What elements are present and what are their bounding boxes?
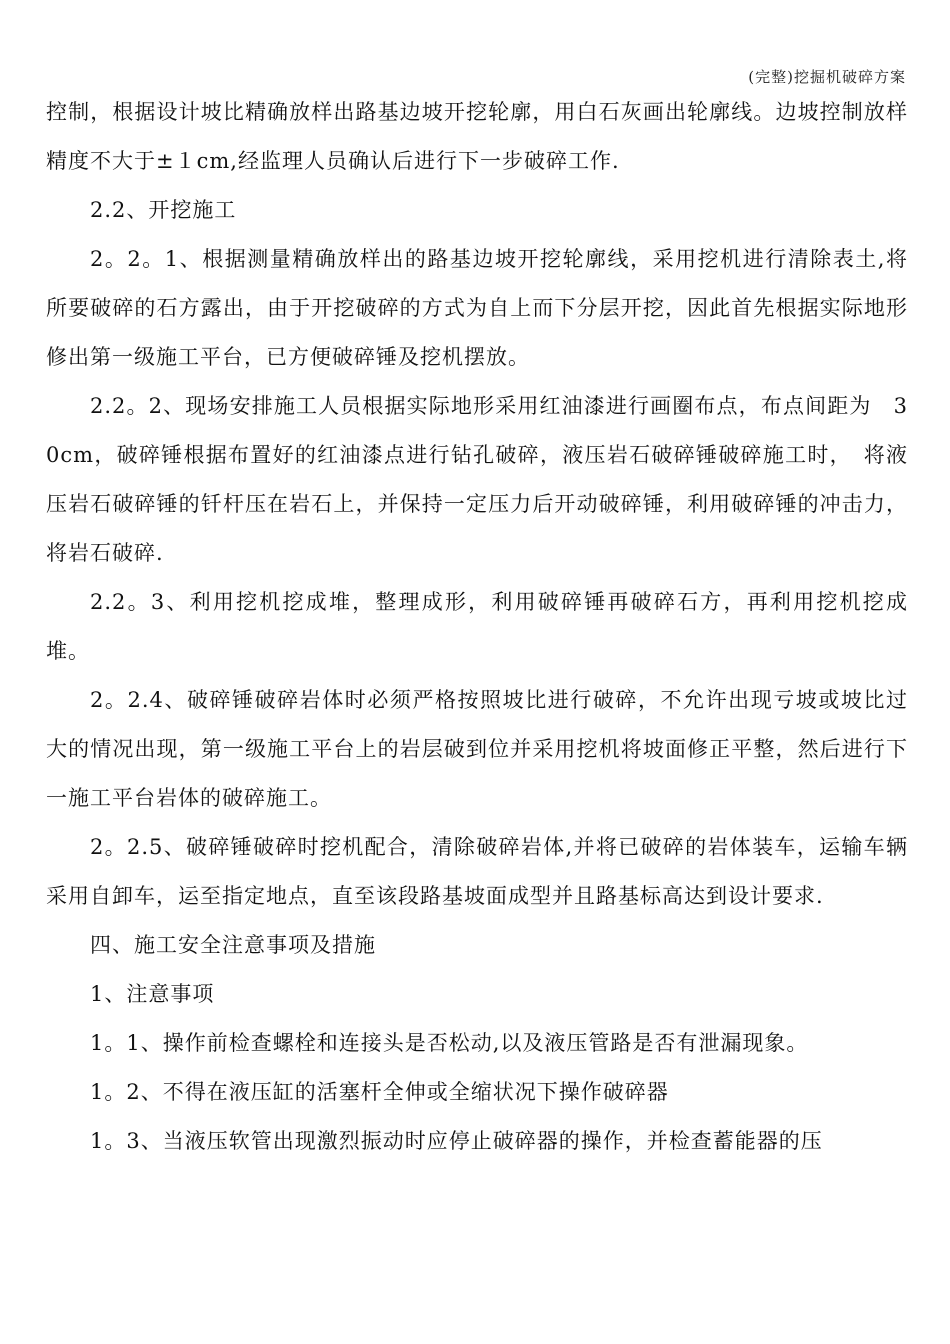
document-body xyxy=(46,88,908,1166)
paragraph-1: 控制，根据设计坡比精确放样出路基边坡开挖轮廓，用白石灰画出轮廓线。边坡控制放样精度不大于±１cm,经监理人员确认后进行下一步破碎工作. xyxy=(46,100,908,173)
section-heading-4: 四、施工安全注意事项及措施 xyxy=(90,933,376,957)
paragraph-1-3: 1。3、当液压软管出现激烈振动时应停止破碎器的操作，并检查蓄能器的压 xyxy=(90,1129,823,1153)
section-heading-2-2: 2.2、开挖施工 xyxy=(90,198,237,222)
paragraph-2-2-4: 2。2.4、破碎锤破碎岩体时必须严格按照坡比进行破碎，不允许出现亏坡或坡比过大的情况出现，第一级施工平台上的岩层破到位并采用挖机将坡面修正平整，然后进行下一施工平台岩体的破碎施工。 xyxy=(46,688,908,810)
page-header-title: (完整)挖掘机破碎方案 xyxy=(748,68,906,86)
paragraph-2-2-1: 2。2。1、根据测量精确放样出的路基边坡开挖轮廓线，采用挖机进行清除表土,将所要破碎的石方露出，由于开挖破碎的方式为自上而下分层开挖，因此首先根据实际地形修出第一级施工平台，已方便破碎锤及挖机摆放。 xyxy=(46,247,908,369)
paragraph-2-2-2: 2.2。2、现场安排施工人员根据实际地形采用红油漆进行画圈布点，布点间距为 30cm，破碎锤根据布置好的红油漆点进行钻孔破碎，液压岩石破碎锤破碎施工时， 将液压岩石破碎锤的钎杆压在岩石上，并保持一定压力后开动破碎锤，利用破碎锤的冲击力，将岩石破碎. xyxy=(46,394,908,565)
paragraph-2-2-3: 2.2。3、利用挖机挖成堆，整理成形，利用破碎锤再破碎石方，再利用挖机挖成堆。 xyxy=(46,590,908,663)
subsection-heading-1: 1、注意事项 xyxy=(90,982,215,1006)
paragraph-1-1: 1。1、操作前检查螺栓和连接头是否松动,以及液压管路是否有泄漏现象。 xyxy=(90,1031,809,1055)
paragraph-1-2: 1。2、不得在液压缸的活塞杆全伸或全缩状况下操作破碎器 xyxy=(90,1080,669,1104)
paragraph-2-2-5: 2。2.5、破碎锤破碎时挖机配合，清除破碎岩体,并将已破碎的岩体装车，运输车辆采用自卸车，运至指定地点，直至该段路基坡面成型并且路基标高达到设计要求. xyxy=(46,835,908,908)
